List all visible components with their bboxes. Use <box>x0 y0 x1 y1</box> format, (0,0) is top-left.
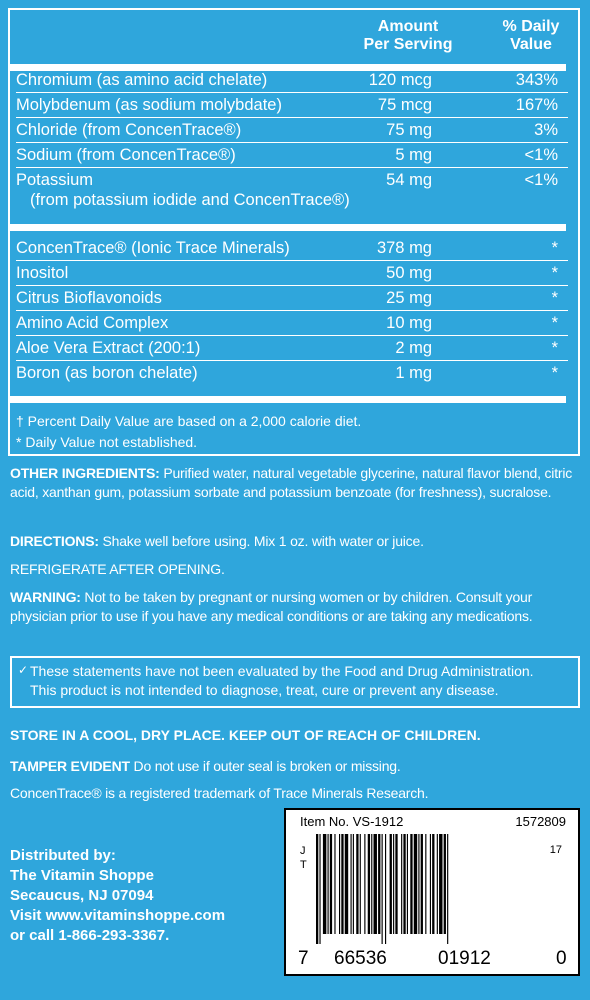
tamper-label: TAMPER EVIDENT <box>10 758 130 774</box>
row-divider <box>16 92 568 93</box>
nutrient-amount: 54 mg <box>386 171 432 189</box>
barcode-bar <box>378 834 380 934</box>
barcode-bar <box>345 834 348 934</box>
barcode-bar <box>316 834 318 944</box>
nutrient-amount: 120 mcg <box>368 71 432 89</box>
barcode-bar <box>330 834 332 934</box>
nutrient-daily-value: * <box>551 264 558 282</box>
check-icon: ✓ <box>18 663 29 677</box>
nutrient-name: Boron (as boron chelate) <box>16 364 198 382</box>
barcode-bar <box>323 834 326 934</box>
nutrient-name: Chloride (from ConcenTrace®) <box>16 121 242 139</box>
nutrient-name: Amino Acid Complex <box>16 314 169 332</box>
nutrient-name: Citrus Bioflavonoids <box>16 289 162 307</box>
tamper-text: Do not use if outer seal is broken or missing. <box>129 758 401 774</box>
thick-rule-bottom <box>10 396 566 403</box>
warning <box>10 588 580 626</box>
nutrient-amount: 1 mg <box>395 364 432 382</box>
nutrient-daily-value: <1% <box>524 146 558 164</box>
nutrient-name: Potassium <box>16 171 94 189</box>
nutrient-daily-value: 343% <box>515 71 558 89</box>
barcode-bar <box>353 834 354 934</box>
trademark-note: ConcenTrace® is a registered trademark of Trace Minerals Research. <box>10 785 429 801</box>
directions <box>10 532 580 551</box>
barcode-bar <box>430 834 431 934</box>
barcode-bar <box>393 834 394 934</box>
nutrient-name: Sodium (from ConcenTrace®) <box>16 146 236 164</box>
barcode-digit-right: 0 <box>556 948 567 969</box>
nutrient-name: Inositol <box>16 264 69 282</box>
barcode-digit-left: 7 <box>298 948 309 969</box>
barcode-bar <box>403 834 405 934</box>
barcode-bar <box>351 834 352 934</box>
barcode-bar <box>432 834 434 934</box>
row-divider <box>16 142 568 143</box>
barcode-bar <box>447 834 448 944</box>
distributor-phone: or call 1-866-293-3367. <box>10 927 170 944</box>
nutrient-amount: 5 mg <box>395 146 432 164</box>
distributor-line-3: Secaucus, NJ 07094 <box>10 887 154 904</box>
tamper-evident <box>10 757 580 776</box>
row-divider <box>16 117 568 118</box>
nutrient-name: Chromium (as amino acid chelate) <box>16 71 268 89</box>
thick-rule-middle <box>10 224 566 231</box>
nutrient-name: ConcenTrace® (Ionic Trace Minerals) <box>16 239 290 257</box>
barcode-bar <box>368 834 370 934</box>
row-divider <box>16 285 568 286</box>
nutrient-amount: 75 mcg <box>377 96 432 114</box>
other-ingredients-text: Purified water, natural vegetable glycerine, natural flavor blend, citric acid, xanthan gum, potassium sorbate and potassium benzoate (for freshness), sucralose. <box>10 465 573 500</box>
nutrient-amount: 10 mg <box>386 314 432 332</box>
warning-text: Not to be taken by pregnant or nursing women or by children. Consult your physician prior to use if you have any medical conditions or are taking any medications. <box>10 589 533 624</box>
nutrient-daily-value: * <box>551 239 558 257</box>
storage-note: STORE IN A COOL, DRY PLACE. KEEP OUT OF REACH OF CHILDREN. <box>10 727 481 743</box>
barcode-bar <box>437 834 438 934</box>
barcode-bar <box>334 834 335 934</box>
nutrient-daily-value: 167% <box>515 96 558 114</box>
barcode-bar <box>360 834 361 934</box>
header-amount: Amount Per Serving <box>363 18 453 53</box>
barcode-bar <box>328 834 329 934</box>
barcode-digits-group-1: 66536 <box>334 948 387 969</box>
warning-label: WARNING: <box>10 589 81 605</box>
barcode-bar <box>385 834 386 944</box>
barcode-bar <box>390 834 392 934</box>
barcode-bar <box>439 834 442 934</box>
footnote-dv-not-established: * Daily Value not established. <box>16 434 198 450</box>
distributor-line-2: The Vitamin Shoppe <box>10 867 154 884</box>
nutrient-name: Aloe Vera Extract (200:1) <box>16 339 201 357</box>
distributor-website: Visit www.vitaminshoppe.com <box>10 907 226 924</box>
barcode-bar <box>364 834 365 934</box>
header-daily-value: % Daily Value <box>502 18 560 53</box>
row-divider <box>16 335 568 336</box>
distributor-line-1: Distributed by: <box>10 847 116 864</box>
fda-disclaimer <box>10 656 580 708</box>
barcode-bar <box>421 834 423 934</box>
row-divider <box>16 167 568 168</box>
directions-label: DIRECTIONS: <box>10 533 99 549</box>
jt-mark: J T <box>300 845 307 871</box>
barcode-bar <box>356 834 358 934</box>
barcode-image <box>316 834 546 944</box>
barcode-bar <box>425 834 426 934</box>
facts-header <box>8 8 580 60</box>
refrigerate-note: REFRIGERATE AFTER OPENING. <box>10 561 225 577</box>
nutrient-daily-value: * <box>551 289 558 307</box>
nutrient-name: Molybdenum (as sodium molybdate) <box>16 96 282 114</box>
footnote-percent-dv: † Percent Daily Value are based on a 2,000 calorie diet. <box>16 413 362 429</box>
nutrient-amount: 75 mg <box>386 121 432 139</box>
seventeen-mark: 17 <box>549 844 562 856</box>
barcode-bar <box>401 834 402 934</box>
item-code: 1572809 <box>515 814 566 829</box>
other-ingredients-label: OTHER INGREDIENTS: <box>10 465 160 481</box>
barcode-digits-group-2: 01912 <box>438 948 491 969</box>
barcode-bar <box>341 834 343 934</box>
nutrient-daily-value: * <box>551 364 558 382</box>
nutrient-daily-value: <1% <box>524 171 558 189</box>
barcode-bar <box>371 834 372 934</box>
nutrient-daily-value: 3% <box>534 121 558 139</box>
barcode-bar <box>418 834 419 934</box>
disclaimer-line-1: These statements have not been evaluated by the Food and Drug Administration. <box>30 663 534 679</box>
barcode-bar <box>410 834 412 934</box>
nutrient-amount: 50 mg <box>386 264 432 282</box>
barcode-label <box>284 808 580 976</box>
row-divider <box>16 260 568 261</box>
nutrient-amount: 2 mg <box>395 339 432 357</box>
nutrient-name-detail: (from potassium iodide and ConcenTrace®) <box>30 191 350 209</box>
barcode-bar <box>407 834 408 934</box>
barcode-bar <box>374 834 377 934</box>
barcode-bar <box>444 834 446 934</box>
nutrient-amount: 25 mg <box>386 289 432 307</box>
disclaimer-line-2: This product is not intended to diagnose, treat, cure or prevent any disease. <box>30 682 499 698</box>
nutrient-amount: 378 mg <box>376 239 432 257</box>
row-divider <box>16 310 568 311</box>
item-number: Item No. VS-1912 <box>300 814 404 829</box>
barcode-bar <box>395 834 397 934</box>
nutrient-daily-value: * <box>551 314 558 332</box>
distributor-info <box>10 846 225 946</box>
nutrient-daily-value: * <box>551 339 558 357</box>
row-divider <box>16 360 568 361</box>
barcode-bar <box>319 834 320 944</box>
other-ingredients <box>10 464 580 502</box>
barcode-bar <box>414 834 417 934</box>
barcode-bar <box>339 834 340 934</box>
directions-text: Shake well before using. Mix 1 oz. with water or juice. <box>98 533 424 549</box>
barcode-bar <box>382 834 383 944</box>
